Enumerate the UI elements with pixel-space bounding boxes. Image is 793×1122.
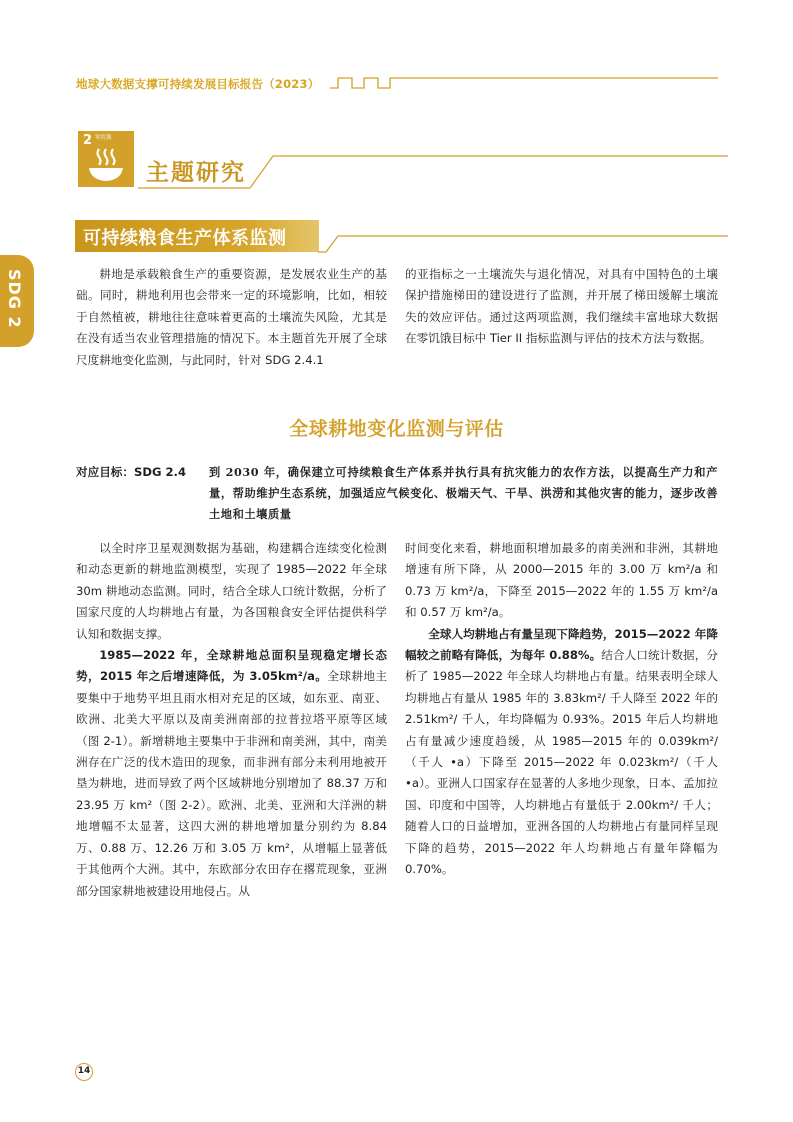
body-left-column bbox=[76, 538, 387, 902]
side-tab-sdg2 bbox=[0, 255, 34, 347]
subsection-title: 全球耕地变化监测与评估 bbox=[289, 418, 504, 440]
goal-label: 对应目标：SDG 2.4 bbox=[76, 465, 187, 479]
page-number: 14 bbox=[75, 1063, 93, 1081]
section-decoration-line bbox=[318, 232, 728, 254]
body-left-highlight: 1985—2022 年，全球耕地总面积呈现稳定增长态势，2015 年之后增速降低，为 3.05km²/a。 bbox=[76, 648, 387, 684]
body-right-column bbox=[405, 538, 718, 881]
sdg-number: 2 bbox=[83, 133, 93, 148]
body-left-paragraph-2 bbox=[76, 645, 387, 902]
section-title: 可持续粮食生产体系监测 bbox=[83, 228, 287, 249]
topic-title: 主题研究 bbox=[146, 159, 246, 186]
body-left-paragraph-2-text: 全球耕地主要集中于地势平坦且雨水相对充足的区域，如东亚、南亚、欧洲、北美大平原以及南美洲南部的拉普拉塔平原等区域（图 2-1）。新增耕地主要集中于非洲和南美洲，其中，南美洲存在广泛的伐木造田的现象，而非洲有部分未利用地被开垦为耕地，进而导致了两个区域耕地分别增加了 88.37 万和 23.95 万 km²（图 2-2）。欧洲、北美、亚洲和大洋洲的耕地增幅不太显著，这四大洲的耕地增加量分别约为 8.84 万、0.88 万、12.26 万和 3.05 万 km²，从增幅上显著低于其他两个大洲。其中，东欧部分农田存在撂荒现象，亚洲部分国家耕地被建设用地侵占。从 bbox=[76, 669, 387, 898]
intro-left-paragraph: 耕地是承载粮食生产的重要资源，是发展农业生产的基础。同时，耕地利用也会带来一定的环境影响，比如，相较于自然植被，耕地往往意味着更高的土壤流失风险，尤其是在没有适当农业管理措施的情况下。本主题首先开展了全球尺度耕地变化监测，与此同时，针对 SDG 2.4.1 bbox=[76, 267, 387, 367]
report-title: 地球大数据支撑可持续发展目标报告（2023） bbox=[76, 77, 320, 91]
body-right-paragraph-1: 时间变化来看，耕地面积增加最多的南美洲和非洲，其耕地增速有所下降，从 2000—2015 年的 3.00 万 km²/a 和 0.73 万 km²/a，下降至 2015—2022 年的 1.55 万 km²/a 和 0.57 万 km²/a。 bbox=[405, 541, 718, 620]
header-decoration-line bbox=[330, 72, 720, 94]
body-right-highlight: 全球人均耕地占有量呈现下降趋势，2015—2022 年降幅较之前略有降低，为每年 0.88%。 bbox=[405, 626, 718, 663]
body-left-paragraph-1: 以全时序卫星观测数据为基础，构建耦合连续变化检测和动态更新的耕地监测模型，实现了 1985—2022 年全球 30m 耕地动态监测。同时，结合全球人口统计数据，分析了国家尺度的人均耕地占有量，为各国粮食安全评估提供科学认知和数据支撑。 bbox=[76, 541, 387, 641]
sdg-label: 零饥饿 bbox=[95, 135, 112, 141]
goal-text: 到 2030 年，确保建立可持续粮食生产体系并执行具有抗灾能力的农作方法，以提高生产力和产量，帮助维护生态系统，加强适应气候变化、极端天气、干旱、洪涝和其他灾害的能力，逐步改善土地和土壤质量 bbox=[209, 465, 718, 521]
body-right-paragraph-2 bbox=[405, 624, 718, 881]
section-banner bbox=[75, 220, 319, 252]
food-bowl-icon bbox=[86, 147, 126, 183]
body-right-paragraph-2-text: 结合人口统计数据，分析了 1985—2022 年全球人均耕地占有量。结果表明全球人均耕地占有量从 1985 年的 3.83km²/ 千人降至 2022 年的 2.51km²/ 千人，年均降幅为 0.93%。2015 年后人均耕地占有量减少速度趋缓，从 1985—2015 年的 0.039km²/（千人 •a）下降至 2015—2022 年 0.023km²/（千人 •a）。亚洲人口国家存在显著的人多地少现象，日本、孟加拉国、印度和中国等，人均耕地占有量低于 2.00km²/ 千人；随着人口的日益增加，亚洲各国的人均耕地占有量同样呈现下降的趋势，2015—2022 年人均耕地占有量年降幅为 0.70%。 bbox=[405, 648, 718, 877]
sdg-2-tile bbox=[78, 131, 134, 187]
side-tab-label: SDG 2 bbox=[5, 269, 24, 329]
intro-right-paragraph: 的亚指标之一土壤流失与退化情况，对具有中国特色的土壤保护措施梯田的建设进行了监测，并开展了梯田缓解土壤流失的效应评估。通过这两项监测，我们继续丰富地球大数据在零饥饿目标中 Tier II 指标监测与评估的技术方法与数据。 bbox=[405, 267, 718, 346]
